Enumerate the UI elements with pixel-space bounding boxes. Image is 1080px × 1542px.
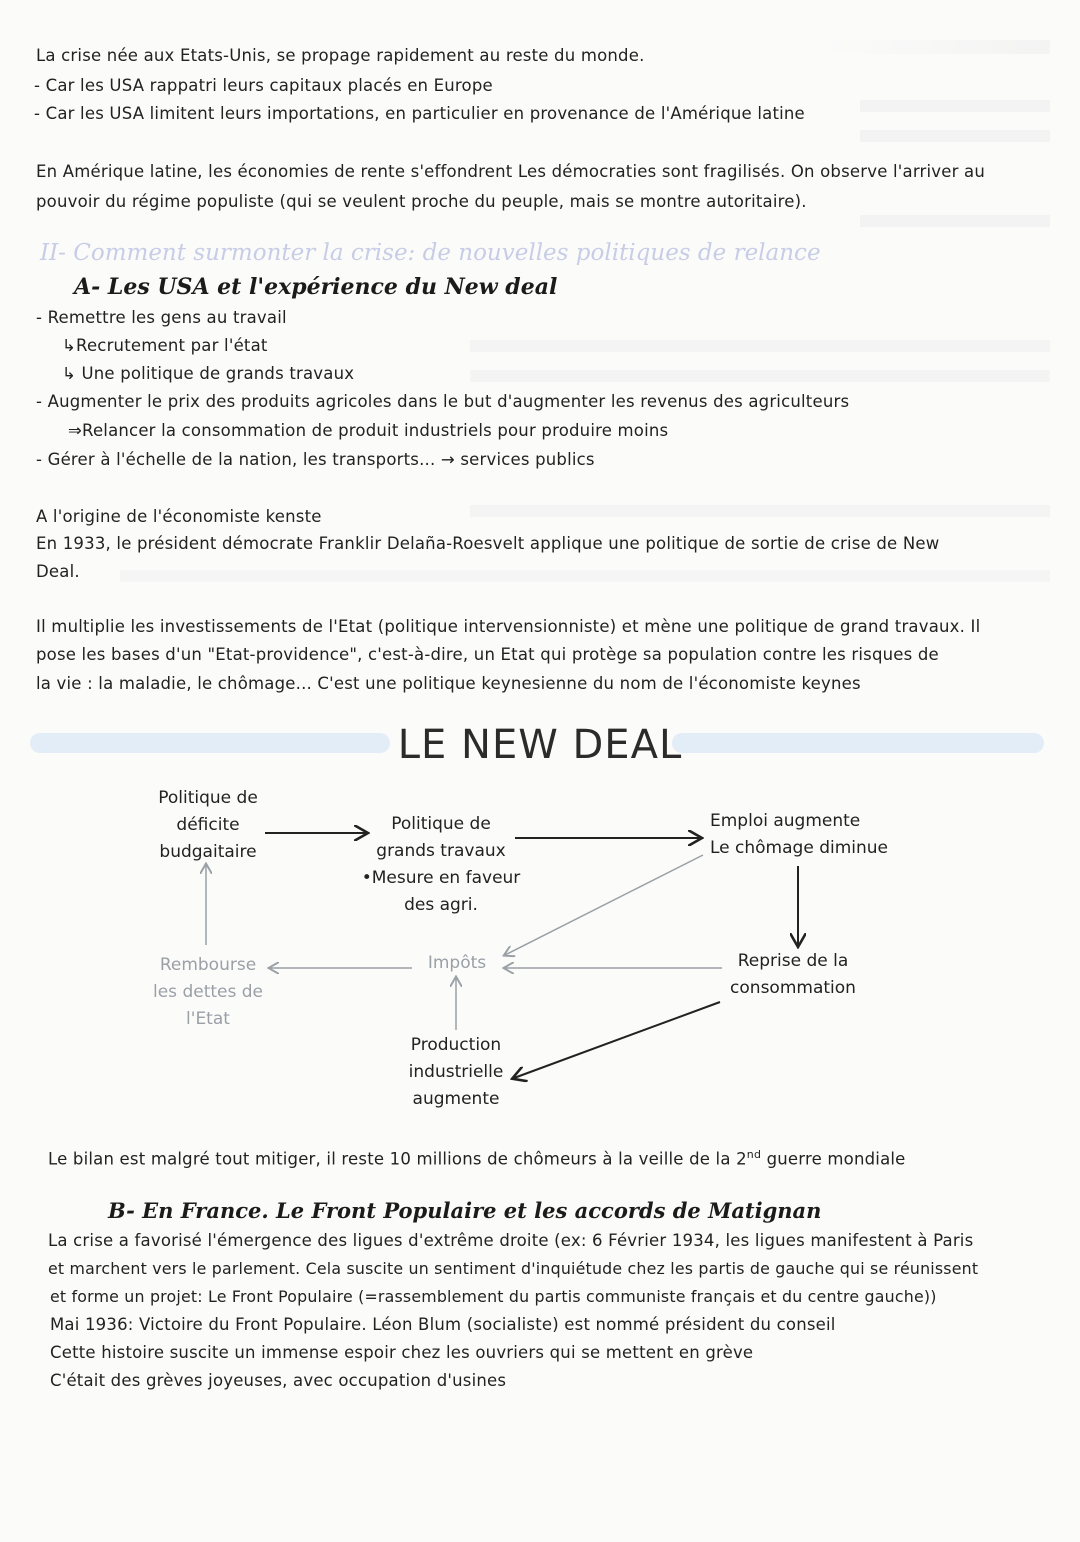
node-travaux-line: grands travaux <box>376 841 506 861</box>
node-deficit-line: budgaitaire <box>159 842 257 862</box>
node-impots: Impôts <box>427 953 487 973</box>
state-line-2: pose les bases d'un "Etat-providence", c'est-à-dire, un Etat qui protège sa population contre les risques de <box>36 645 939 664</box>
bilan-text: Le bilan est malgré tout mitiger, il reste 10 millions de chômeurs à la veille de la 2 <box>48 1149 747 1169</box>
france-line-5: Cette histoire suscite un immense espoir chez les ouvriers qui se mettent en grève <box>50 1343 754 1362</box>
node-emploi-line: Emploi augmente <box>710 811 861 831</box>
france-line-4: Mai 1936: Victoire du Front Populaire. Léon Blum (socialiste) est nommé président du conseil <box>50 1315 836 1334</box>
intro-line-3: - Car les USA limitent leurs importations, en particulier en provenance de l'Amérique latine <box>34 104 805 123</box>
bullet-remettre: - Remettre les gens au travail <box>36 308 287 327</box>
node-production <box>396 1032 516 1113</box>
node-deficit-line: Politique de <box>158 788 258 808</box>
subsection-b-title: B- En France. Le Front Populaire et les accords de Matignan <box>108 1198 822 1223</box>
bilan-end: guerre mondiale <box>761 1149 906 1169</box>
arrow-reprise-to-production <box>514 1002 720 1078</box>
node-reprise-line: consommation <box>730 978 856 998</box>
section-title-faded: II- Comment surmonter la crise: de nouvelles politiques de relance <box>40 240 821 266</box>
keynes-line-3: Deal. <box>36 562 80 581</box>
france-line-1: La crise a favorisé l'émergence des ligues d'extrême droite (ex: 6 Février 1934, les ligues manifestent à Paris <box>48 1231 974 1250</box>
node-rembourse <box>148 952 268 1033</box>
node-emploi <box>710 808 888 862</box>
node-reprise <box>718 948 868 1002</box>
node-travaux-line: des agri. <box>404 895 478 915</box>
latin-america-line-1: En Amérique latine, les économies de rente s'effondrent Les démocraties sont fragilisés. On observe l'arriver au <box>36 162 986 181</box>
subsection-a-title: A- Les USA et l'expérience du New deal <box>74 274 558 300</box>
node-production-line: augmente <box>412 1089 500 1109</box>
node-grands-travaux <box>356 811 526 919</box>
state-line-1: Il multiplie les investissements de l'Etat (politique intervensionniste) et mène une politique de grand travaux. Il <box>36 617 981 636</box>
node-rembourse-line: les dettes de <box>153 982 263 1002</box>
latin-america-line-2: pouvoir du régime populiste (qui se veulent proche du peuple, mais se montre autoritaire). <box>36 192 807 211</box>
france-line-2: et marchent vers le parlement. Cela suscite un sentiment d'inquiétude chez les partis de gauche qui se réunissent <box>48 1259 979 1278</box>
intro-line-2: - Car les USA rappatri leurs capitaux placés en Europe <box>34 76 493 95</box>
france-line-3: et forme un projet: Le Front Populaire (=rassemblement du partis communiste français et du centre gauche)) <box>50 1287 937 1306</box>
bilan-sup: nd <box>746 1148 762 1161</box>
keynes-line-2: En 1933, le président démocrate Franklir Delaña-Roesvelt applique une politique de sortie de crise de New <box>36 534 940 553</box>
bullet-gerer: - Gérer à l'échelle de la nation, les transports... → services publics <box>36 450 595 469</box>
bullet-recrutement: ↳Recrutement par l'état <box>62 336 268 355</box>
intro-line-1: La crise née aux Etats-Unis, se propage rapidement au reste du monde. <box>36 46 645 65</box>
node-deficit <box>148 785 268 866</box>
bullet-augmenter: - Augmenter le prix des produits agricoles dans le but d'augmenter les revenus des agriculteurs <box>36 392 850 411</box>
node-travaux-line: •Mesure en faveur <box>361 868 521 888</box>
node-rembourse-line: l'Etat <box>186 1009 230 1029</box>
node-emploi-line: Le chômage diminue <box>710 838 888 858</box>
bullet-relancer: ⇒Relancer la consommation de produit industriels pour produire moins <box>68 421 669 440</box>
node-reprise-line: Reprise de la <box>737 951 849 971</box>
arrow-emploi-to-impots <box>505 855 703 955</box>
node-rembourse-line: Rembourse <box>159 955 257 975</box>
bullet-grands-travaux: ↳ Une politique de grands travaux <box>62 364 355 383</box>
keynes-line-1: A l'origine de l'économiste kenste <box>36 507 322 526</box>
france-line-6: C'était des grèves joyeuses, avec occupation d'usines <box>50 1371 507 1390</box>
diagram-title: LE NEW DEAL <box>397 722 683 768</box>
node-production-line: Production <box>410 1035 502 1055</box>
node-production-line: industrielle <box>408 1062 504 1082</box>
state-line-3: la vie : la maladie, le chômage... C'est une politique keynesienne du nom de l'économiste keynes <box>36 674 861 693</box>
node-travaux-line: Politique de <box>391 814 491 834</box>
bilan-line <box>48 1148 906 1169</box>
node-deficit-line: déficite <box>176 815 240 835</box>
